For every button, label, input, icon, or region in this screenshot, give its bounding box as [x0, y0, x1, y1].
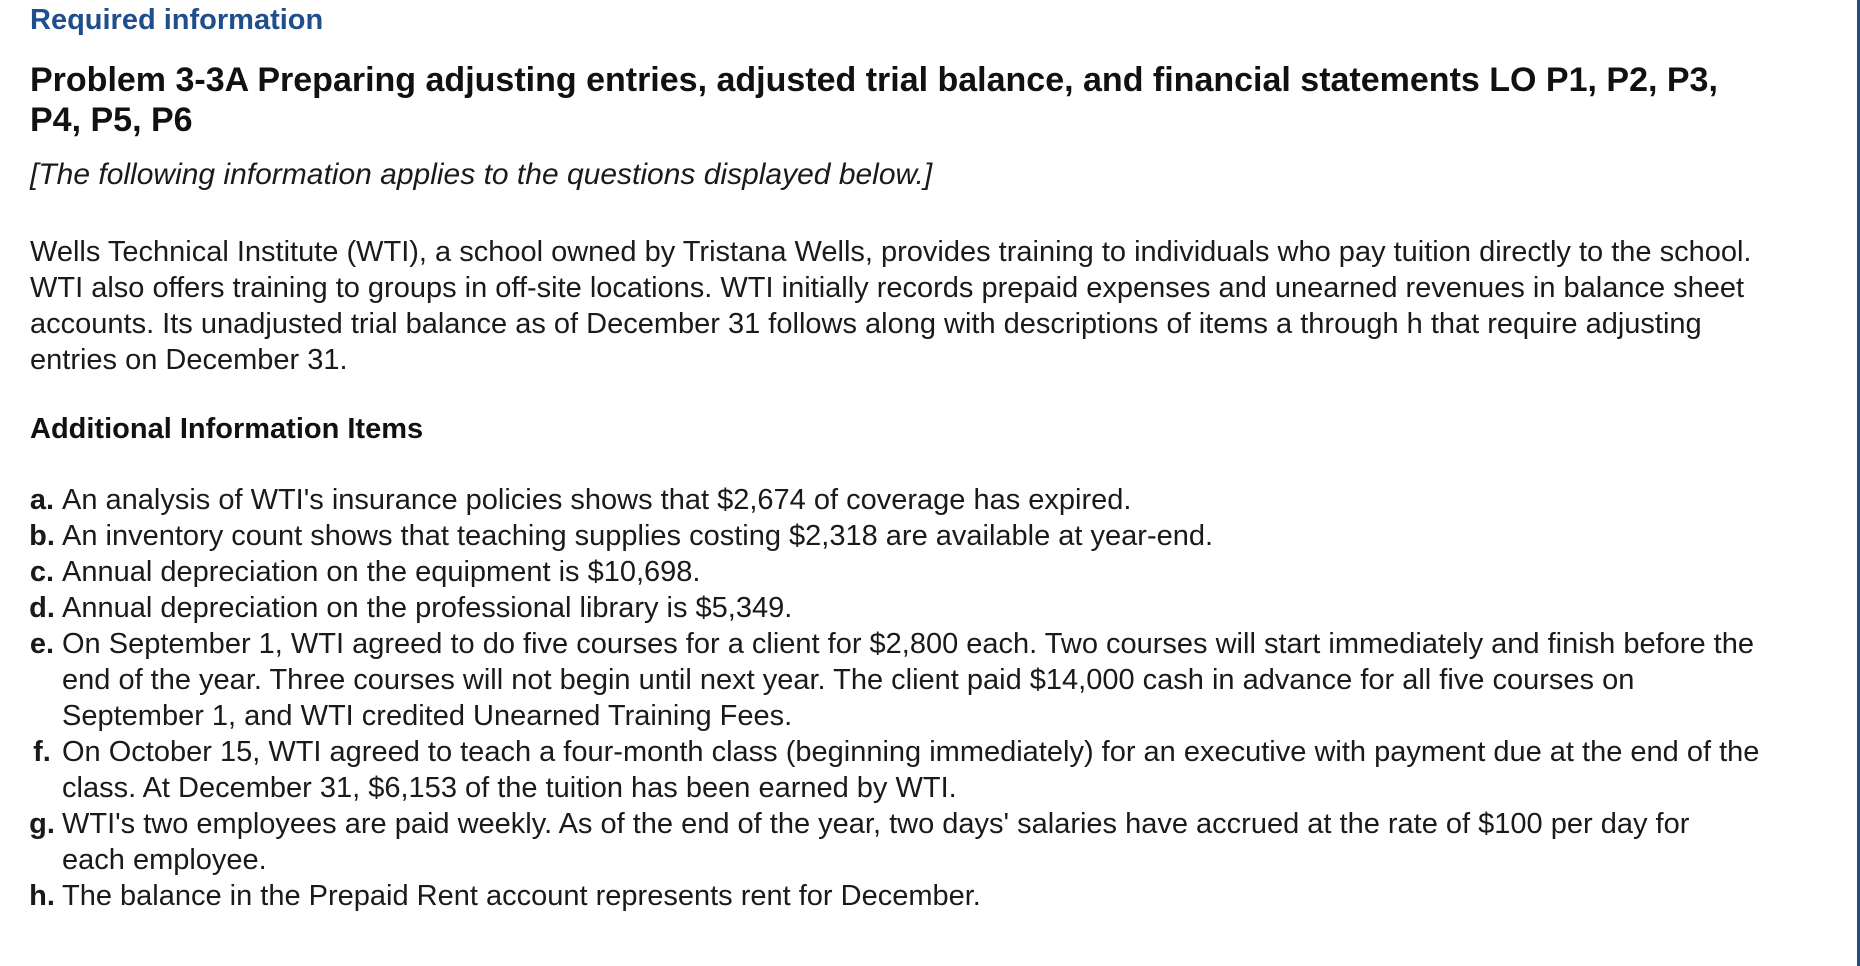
list-item-d — [0, 590, 1800, 626]
intro-note: [The following information applies to the questions displayed below.] — [30, 158, 933, 191]
item-text: On October 15, WTI agreed to teach a four-month class (beginning immediately) for an executive with payment due at the end of the class. At December 31, $6,153 of the tuition has been earned by WTI. — [62, 736, 1760, 804]
item-text: The balance in the Prepaid Rent account represents rent for December. — [62, 880, 981, 912]
required-information-label: Required information — [30, 4, 324, 36]
list-item-a — [0, 482, 1800, 518]
list-item-c — [0, 554, 1800, 590]
item-letter: e. — [29, 628, 55, 660]
list-item-b — [0, 518, 1800, 554]
problem-description: Wells Technical Institute (WTI), a school owned by Tristana Wells, provides training to individuals who pay tuition directly to the school. WTI also offers training to groups in off-site locations. WTI initially records prepaid expenses and unearned revenues in balance sheet accounts. Its unadjusted trial balance as of December 31 follows along with descriptions of items a through h that require adjusting entries on December 31. — [30, 236, 1752, 376]
item-text: An inventory count shows that teaching supplies costing $2,318 are available at year-end. — [62, 520, 1214, 552]
item-letter: g. — [29, 808, 55, 840]
item-letter: h. — [29, 880, 55, 912]
list-item-f — [0, 734, 1800, 806]
item-text: Annual depreciation on the equipment is $10,698. — [62, 556, 701, 588]
additional-info-list — [0, 482, 1800, 914]
item-text: Annual depreciation on the professional library is $5,349. — [62, 592, 793, 624]
item-letter: d. — [29, 592, 55, 624]
item-text: On September 1, WTI agreed to do five courses for a client for $2,800 each. Two courses will start immediately and finish before the end of the year. Three courses will not begin until next year. The client paid $14,000 cash in advance for all five courses on September 1, and WTI credited Unearned Training Fees. — [62, 628, 1754, 732]
item-text: An analysis of WTI's insurance policies shows that $2,674 of coverage has expired. — [62, 484, 1132, 516]
item-letter: c. — [29, 556, 55, 588]
list-item-h — [0, 878, 1800, 914]
item-letter: a. — [29, 484, 55, 516]
item-letter: f. — [33, 736, 51, 768]
problem-title: Problem 3-3A Preparing adjusting entries, adjusted trial balance, and financial statements LO P1, P2, P3, P4, P5, P6 — [30, 61, 1718, 139]
list-item-g — [0, 806, 1800, 878]
list-item-e — [0, 626, 1800, 734]
item-letter: b. — [29, 520, 55, 552]
additional-info-heading: Additional Information Items — [30, 413, 424, 445]
item-text: WTI's two employees are paid weekly. As of the end of the year, two days' salaries have accrued at the rate of $100 per day for each employee. — [62, 808, 1690, 876]
